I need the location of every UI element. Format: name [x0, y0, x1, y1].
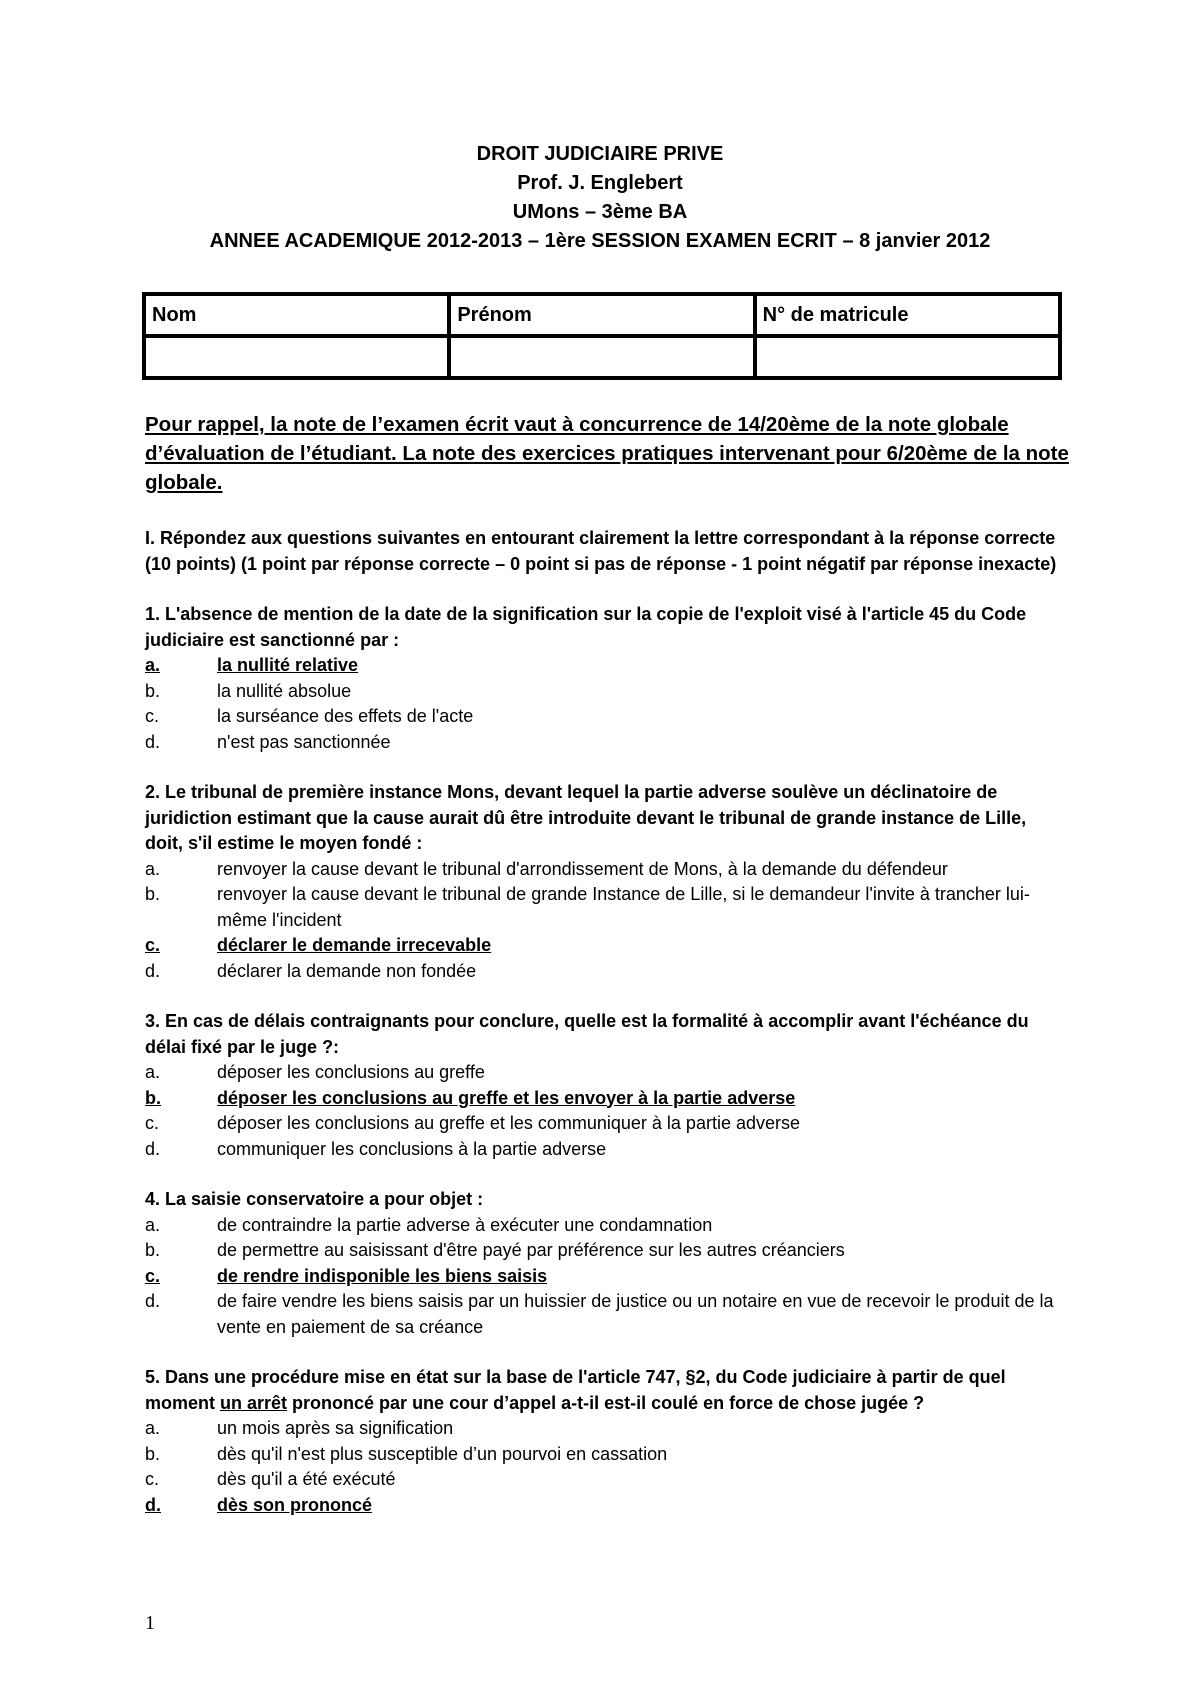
option-letter: d.	[145, 1494, 161, 1515]
answer-option[interactable]	[145, 933, 1065, 959]
answer-option[interactable]	[145, 1086, 1065, 1112]
question-1	[145, 602, 1065, 755]
answer-option[interactable]	[145, 1467, 1065, 1493]
answer-option[interactable]	[145, 1416, 1065, 1442]
question-text-part: prononcé par une cour d’appel a-t-il est-il coulé en force de chose jugée ?	[287, 1392, 925, 1413]
option-text: la nullité relative	[217, 655, 359, 675]
question-text-underlined: un arrêt	[220, 1392, 288, 1413]
option-text: de rendre indisponible les biens saisis	[217, 1265, 548, 1286]
answer-option[interactable]	[145, 959, 1065, 985]
exam-header	[0, 140, 1200, 256]
grading-reminder: Pour rappel, la note de l’examen écrit vaut à concurrence de 14/20ème de la note globale d’évaluation de l’étudiant. La note des exercices pratiques intervenant pour 6/20ème de la note globale.	[145, 413, 1069, 494]
question-text-part: 5. Dans une procédure mise en état sur la base de l'article 747, §2, du Code judiciaire à partir de quel moment	[145, 1367, 1006, 1413]
option-text: déposer les conclusions au greffe et les communiquer à la partie adverse	[217, 1113, 800, 1133]
answer-option[interactable]	[145, 1060, 1065, 1086]
option-text: déclarer le demande irrecevable	[217, 935, 492, 955]
option-text: renvoyer la cause devant le tribunal d'arrondissement de Mons, à la demande du défendeur	[217, 858, 948, 879]
course-title: DROIT JUDICIAIRE PRIVE	[476, 143, 724, 165]
answer-option[interactable]	[145, 653, 1065, 679]
exam-body	[145, 526, 1065, 1543]
question-4	[145, 1187, 1065, 1340]
answer-option[interactable]	[145, 1264, 1065, 1290]
option-letter: a.	[145, 1062, 161, 1082]
answer-option[interactable]	[145, 1213, 1065, 1239]
option-letter: a.	[145, 1214, 161, 1235]
page-number: 1	[145, 1612, 155, 1634]
option-letter: b.	[145, 680, 161, 701]
firstname-header: Prénom	[449, 294, 754, 336]
option-text: déclarer la demande non fondée	[217, 960, 477, 981]
option-letter: a.	[145, 655, 161, 675]
question-5	[145, 1365, 1065, 1518]
option-text: communiquer les conclusions à la partie adverse	[217, 1138, 607, 1159]
option-letter: b.	[145, 1087, 161, 1108]
answer-option[interactable]	[145, 730, 1065, 756]
answer-option[interactable]	[145, 679, 1065, 705]
question-2	[145, 780, 1065, 984]
professor-name: Prof. J. Englebert	[517, 172, 683, 194]
answer-option[interactable]	[145, 704, 1065, 730]
option-letter: b.	[145, 884, 161, 904]
option-letter: c.	[145, 1469, 160, 1489]
option-text: de permettre au saisissant d'être payé par préférence sur les autres créanciers	[217, 1240, 845, 1260]
option-letter: b.	[145, 1443, 161, 1464]
option-text: déposer les conclusions au greffe et les envoyer à la partie adverse	[217, 1087, 796, 1108]
option-text: la surséance des effets de l'acte	[217, 706, 474, 726]
question-text: 3. En cas de délais contraignants pour conclure, quelle est la formalité à accomplir avant l'échéance du délai fixé par le juge ?:	[145, 1011, 1029, 1057]
question-text: 2. Le tribunal de première instance Mons, devant lequel la partie adverse soulève un déclinatoire de juridiction estimant que la cause aurait dû être introduite devant le tribunal de grande instance de Lille, doit, s'il estime le moyen fondé :	[145, 782, 1027, 853]
answer-option[interactable]	[145, 1238, 1065, 1264]
option-text: de contraindre la partie adverse à exécuter une condamnation	[217, 1214, 713, 1235]
matricule-field[interactable]	[755, 336, 1060, 378]
answer-option[interactable]	[145, 1493, 1065, 1519]
option-letter: c.	[145, 706, 160, 726]
question-text: 1. L'absence de mention de la date de la signification sur la copie de l'exploit visé à l'article 45 du Code judiciaire est sanctionné par :	[145, 604, 1027, 650]
answer-option[interactable]	[145, 1111, 1065, 1137]
option-letter: c.	[145, 1113, 160, 1133]
option-text: la nullité absolue	[217, 680, 352, 701]
option-letter: c.	[145, 935, 161, 955]
option-letter: b.	[145, 1240, 161, 1260]
option-letter: d.	[145, 960, 161, 981]
option-text: déposer les conclusions au greffe	[217, 1062, 485, 1082]
answer-option[interactable]	[145, 1442, 1065, 1468]
option-text: dès son prononcé	[217, 1494, 373, 1515]
option-text: dès qu'il n'est plus susceptible d’un pourvoi en cassation	[217, 1443, 668, 1464]
answer-option[interactable]	[145, 857, 1065, 883]
answer-option[interactable]	[145, 1289, 1065, 1340]
answer-option[interactable]	[145, 882, 1065, 933]
student-id-table	[142, 292, 1062, 380]
option-letter: d.	[145, 1138, 161, 1159]
answer-option[interactable]	[145, 1137, 1065, 1163]
option-text: dès qu'il a été exécuté	[217, 1469, 396, 1489]
option-letter: d.	[145, 1291, 161, 1311]
name-header: Nom	[144, 294, 449, 336]
option-text: de faire vendre les biens saisis par un huissier de justice ou un notaire en vue de recevoir le produit de la vente en paiement de sa créance	[217, 1291, 1054, 1337]
question-3	[145, 1009, 1065, 1162]
firstname-field[interactable]	[449, 336, 754, 378]
name-field[interactable]	[144, 336, 449, 378]
option-letter: d.	[145, 731, 161, 752]
option-letter: c.	[145, 1265, 161, 1286]
question-text: 4. La saisie conservatoire a pour objet :	[145, 1189, 484, 1209]
question-text	[145, 1365, 1065, 1416]
matricule-header: N° de matricule	[755, 294, 1060, 336]
option-letter: a.	[145, 1418, 161, 1438]
option-text: n'est pas sanctionnée	[217, 731, 391, 752]
university-year: UMons – 3ème BA	[512, 201, 688, 223]
section-instructions: I. Répondez aux questions suivantes en entourant clairement la lettre correspondant à la réponse correcte (10 points) (1 point par réponse correcte – 0 point si pas de réponse - 1 point négatif par réponse inexacte)	[145, 528, 1057, 574]
option-letter: a.	[145, 858, 161, 879]
option-text: un mois après sa signification	[217, 1418, 454, 1438]
option-text: renvoyer la cause devant le tribunal de grande Instance de Lille, si le demandeur l'invite à trancher lui-même l'incident	[217, 884, 1030, 930]
session-info: ANNEE ACADEMIQUE 2012-2013 – 1ère SESSION EXAMEN ECRIT – 8 janvier 2012	[209, 230, 991, 252]
